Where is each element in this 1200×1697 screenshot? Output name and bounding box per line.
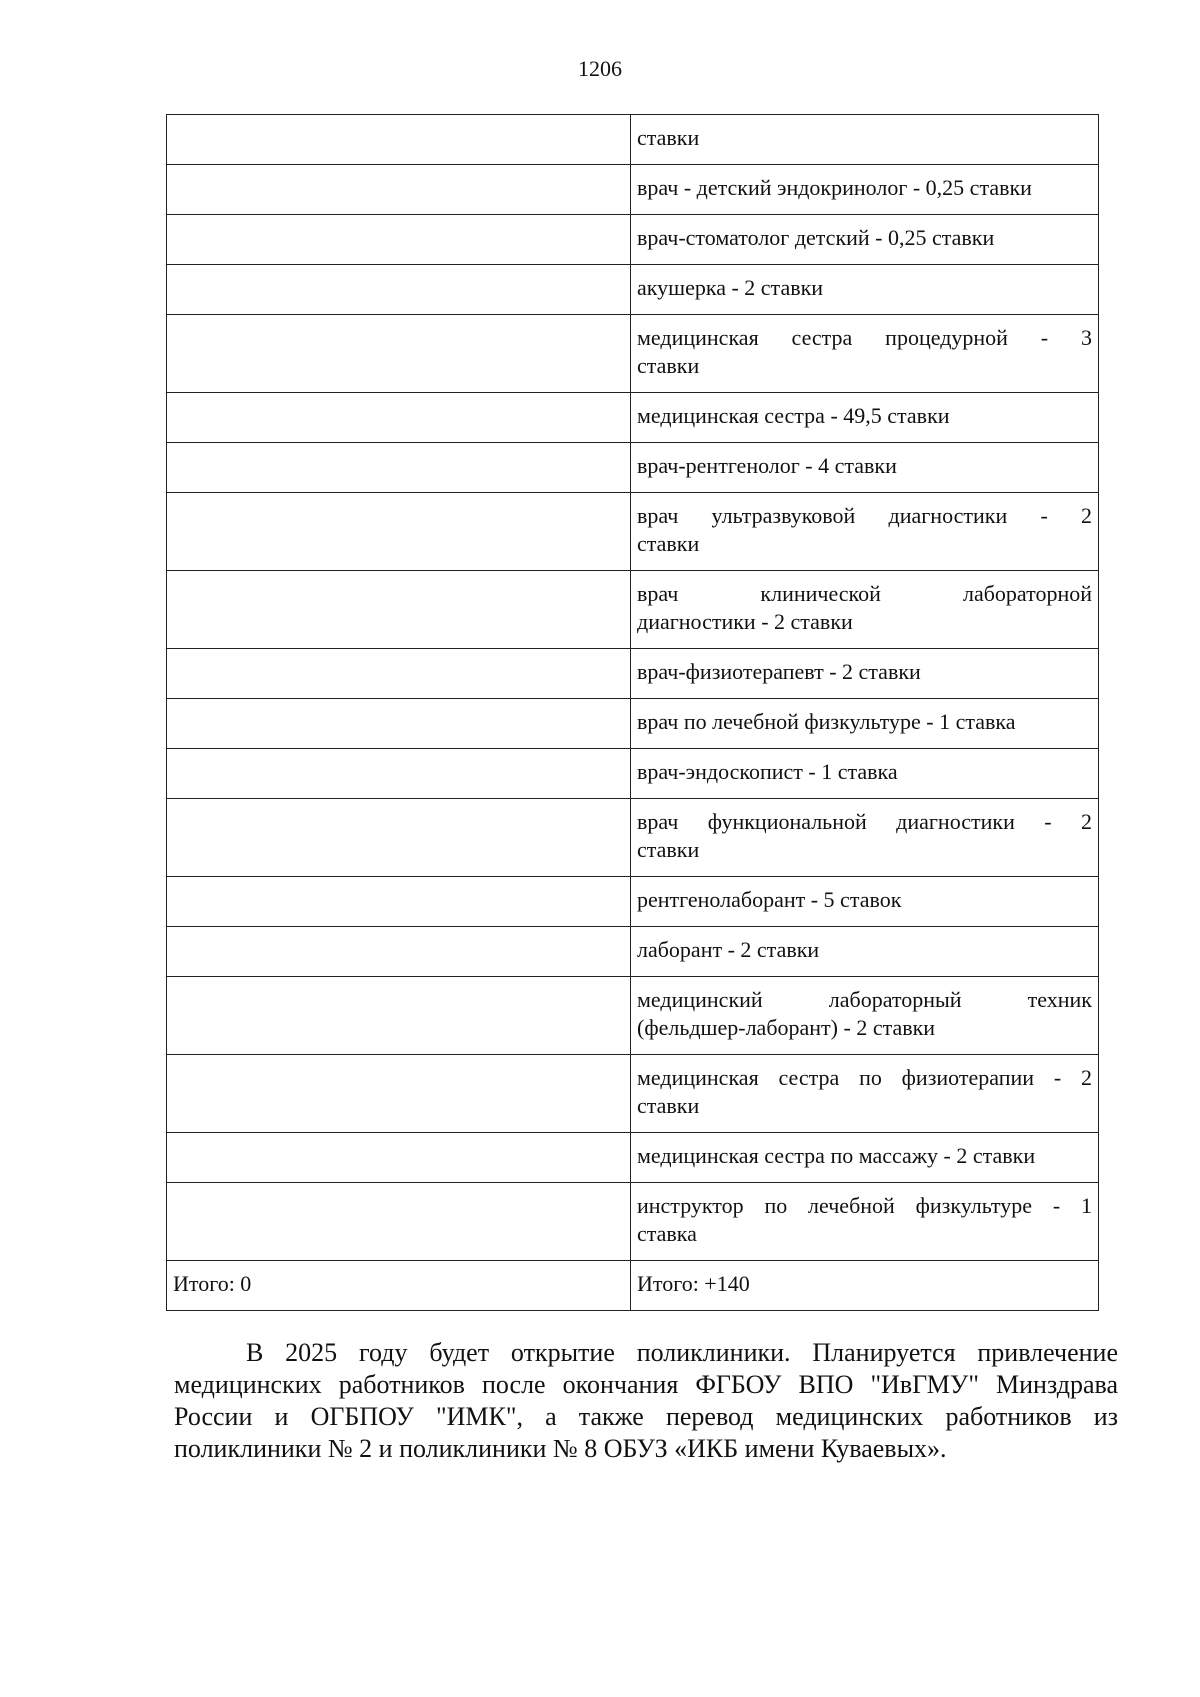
table-row — [167, 443, 1099, 493]
table-cell-left — [167, 977, 631, 1055]
table-cell-left — [167, 749, 631, 799]
table-cell-right: медицинская сестра по массажу - 2 ставки — [631, 1133, 1099, 1183]
table-row — [167, 115, 1099, 165]
table-row — [167, 649, 1099, 699]
table-cell-left — [167, 927, 631, 977]
cell-line-2: ставки — [637, 1093, 700, 1118]
table-cell-right: врач-рентгенолог - 4 ставки — [631, 443, 1099, 493]
table-cell-left — [167, 315, 631, 393]
table-row — [167, 315, 1099, 393]
table-cell-left — [167, 443, 631, 493]
cell-line-1: медицинская сестра по физиотерапии - 2 — [637, 1065, 1092, 1090]
table-cell-right — [631, 493, 1099, 571]
table-cell-right: врач-стоматолог детский - 0,25 ставки — [631, 215, 1099, 265]
table-row — [167, 1133, 1099, 1183]
table-cell-left — [167, 571, 631, 649]
page-number: 1206 — [578, 56, 622, 81]
table-cell-left — [167, 799, 631, 877]
table-cell-left — [167, 699, 631, 749]
cell-line-1: медицинский лабораторный техник — [637, 987, 1092, 1012]
table-cell-left — [167, 493, 631, 571]
cell-line-2: диагностики - 2 ставки — [637, 609, 853, 634]
cell-line-2: ставка — [637, 1221, 697, 1246]
table-cell-right: медицинская сестра - 49,5 ставки — [631, 393, 1099, 443]
table-row — [167, 393, 1099, 443]
table-cell-left — [167, 649, 631, 699]
cell-line-1: медицинская сестра процедурной - 3 — [637, 325, 1092, 350]
table-row — [167, 571, 1099, 649]
table-cell-left — [167, 1055, 631, 1133]
table-cell-left — [167, 877, 631, 927]
cell-line-1: врач клинической лабораторной — [637, 581, 1092, 606]
table-row — [167, 977, 1099, 1055]
cell-line-1: инструктор по лечебной физкультуре - 1 — [637, 1193, 1092, 1218]
table-cell-left — [167, 165, 631, 215]
table-cell-right: акушерка - 2 ставки — [631, 265, 1099, 315]
table-cell-right: Итого: +140 — [631, 1261, 1099, 1311]
table-row — [167, 927, 1099, 977]
table-cell-right — [631, 571, 1099, 649]
table-cell-left — [167, 1183, 631, 1261]
table-cell-right: рентгенолаборант - 5 ставок — [631, 877, 1099, 927]
table-cell-left — [167, 1133, 631, 1183]
table-cell-left — [167, 265, 631, 315]
cell-line-1: врач функциональной диагностики - 2 — [637, 809, 1092, 834]
table-cell-right: врач-физиотерапевт - 2 ставки — [631, 649, 1099, 699]
table-row — [167, 265, 1099, 315]
table-row — [167, 493, 1099, 571]
table-cell-right — [631, 799, 1099, 877]
cell-line-1: врач ультразвуковой диагностики - 2 — [637, 503, 1092, 528]
table-row — [167, 699, 1099, 749]
cell-line-2: (фельдшер-лаборант) - 2 ставки — [637, 1015, 936, 1040]
table-cell-right: врач по лечебной физкультуре - 1 ставка — [631, 699, 1099, 749]
table-row — [167, 165, 1099, 215]
cell-line-2: ставки — [637, 837, 700, 862]
table-row — [167, 215, 1099, 265]
staffing-table-body — [167, 115, 1099, 1311]
body-paragraph: В 2025 году будет открытие поликлиники. Планируется привлечение медицинских работников после окончания ФГБОУ ВПО "ИвГМУ" Минздрава России и ОГБПОУ "ИМК", а также перевод медицинских работников из поликлиники № 2 и поликлиники № 8 ОБУЗ «ИКБ имени Куваевых». — [174, 1338, 1118, 1463]
table-cell-right — [631, 977, 1099, 1055]
table-row — [167, 877, 1099, 927]
table-cell-left — [167, 215, 631, 265]
table-cell-left — [167, 115, 631, 165]
cell-line-2: ставки — [637, 531, 700, 556]
table-cell-right — [631, 1183, 1099, 1261]
table-cell-right — [631, 1055, 1099, 1133]
table-cell-right: врач - детский эндокринолог - 0,25 ставки — [631, 165, 1099, 215]
table-cell-left — [167, 393, 631, 443]
table-cell-right: ставки — [631, 115, 1099, 165]
table-cell-left: Итого: 0 — [167, 1261, 631, 1311]
table-row — [167, 799, 1099, 877]
table-row — [167, 1055, 1099, 1133]
table-row — [167, 1183, 1099, 1261]
table-cell-right: врач-эндоскопист - 1 ставка — [631, 749, 1099, 799]
staffing-table — [166, 114, 1099, 1311]
table-cell-right: лаборант - 2 ставки — [631, 927, 1099, 977]
table-row — [167, 1261, 1099, 1311]
table-cell-right — [631, 315, 1099, 393]
cell-line-2: ставки — [637, 353, 700, 378]
table-row — [167, 749, 1099, 799]
